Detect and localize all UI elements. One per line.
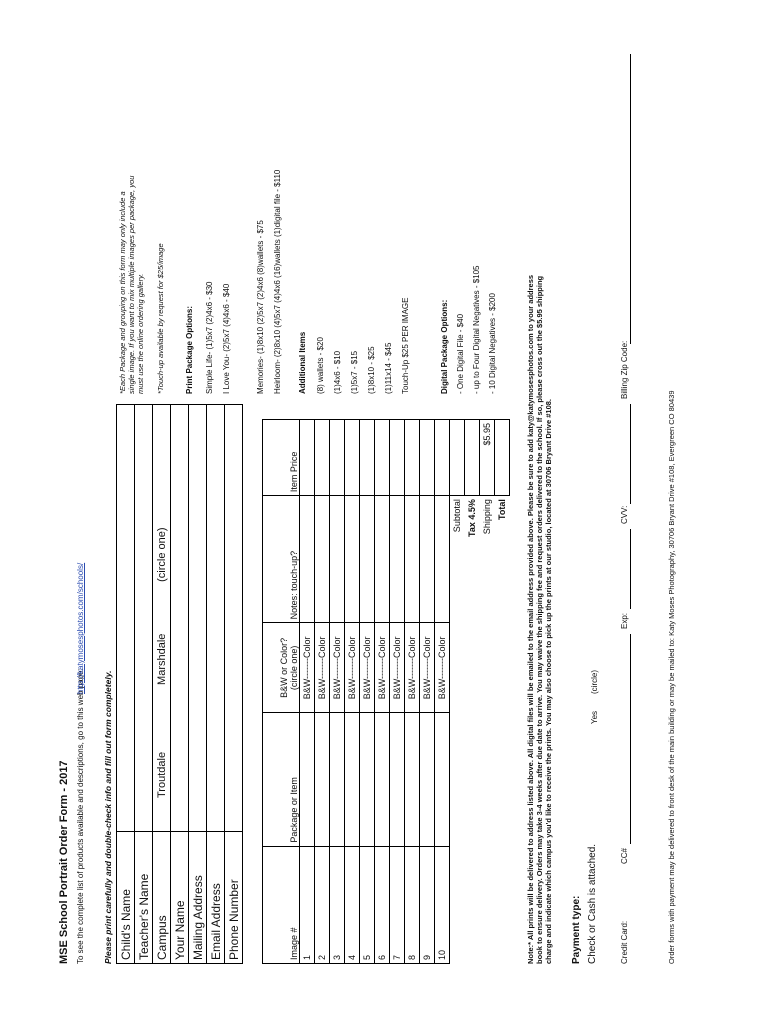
package-or-item-cell[interactable] [420,713,435,846]
check-cash-label: Check or Cash is attached. [587,843,598,964]
notes-cell[interactable] [405,496,420,623]
subtitle: To see the complete list of products available and descriptions, go to this web page: [76,668,85,964]
summary-row [495,420,510,964]
billing-zip-label: Billing Zip Code: [620,340,629,399]
additional-item-option: (1)8x10 - $25 [367,346,376,394]
note-line-1: *Each Package and grouping on this form may only include a [118,191,127,394]
exp-label: Exp: [620,612,629,629]
additional-item-option: (1)4x6 - $10 [333,350,342,394]
bw-color-choice[interactable]: B&W-------Color [405,623,420,713]
delivery-note-1: Note:* All prints will be delivered to address listed above. All digital files will be emailed to the email address provided above. Please be sure to add katy@katymosesphotos.com to your address [526,274,535,964]
yes-option[interactable]: Yes [590,710,599,724]
package-or-item-cell[interactable] [435,713,450,846]
item-row-number: 3 [330,846,345,963]
item-row[interactable] [375,420,390,964]
item-price-cell[interactable] [435,420,450,496]
item-price-cell[interactable] [360,420,375,496]
print-package-option: Simple Life- (1)5x7 (2)4x6 - $30 [205,281,214,394]
shipping-value[interactable]: $5.95 [480,420,495,496]
col-item-price: Item Price [263,420,300,496]
campus-troutdale[interactable]: Troutdale [155,751,168,798]
cvv-line[interactable] [630,404,631,504]
item-price-cell[interactable] [390,420,405,496]
item-row-number: 8 [405,846,420,963]
item-price-cell[interactable] [315,420,330,496]
package-or-item-cell[interactable] [360,713,375,846]
additional-item-option: Touch-Up $25 PER IMAGE [401,297,410,394]
item-row[interactable] [315,420,330,964]
col-image-number: Image # [263,846,300,963]
credit-card-label: Credit Card: [620,920,629,964]
mailing-address-field[interactable] [189,405,207,832]
subtotal-value[interactable] [450,420,465,496]
child-name-label: Child's Name [117,832,135,964]
campus-label: Campus [153,832,171,964]
bw-color-choice[interactable]: B&W-------Color [345,623,360,713]
package-or-item-cell[interactable] [375,713,390,846]
note-line-3: must use the online ordering gallery. [136,273,145,394]
package-or-item-cell[interactable] [390,713,405,846]
tax-label: Tax 4.5% [467,499,477,538]
teacher-name-field[interactable] [135,405,153,832]
phone-number-field[interactable] [225,405,243,832]
shipping-label: Shipping [482,499,492,535]
col-package-or-item: Package or Item [263,713,300,846]
digital-packages-heading: Digital Package Options: [440,299,449,394]
payment-type-heading: Payment type: [571,895,582,964]
package-or-item-cell[interactable] [315,713,330,846]
additional-item-option: (1)5x7 - $15 [350,350,359,394]
package-or-item-cell[interactable] [330,713,345,846]
cc-number-label: CC# [620,847,629,864]
email-address-row[interactable] [207,405,225,964]
item-row[interactable] [405,420,420,964]
item-row-number: 2 [315,846,330,963]
tax-value[interactable] [465,420,480,496]
exp-line[interactable] [630,529,631,609]
email-address-label: Email Address [207,832,225,964]
item-row-number: 10 [435,846,450,963]
phone-number-label: Phone Number [225,832,243,964]
item-row[interactable] [345,420,360,964]
item-row[interactable] [300,420,315,964]
summary-row [480,420,495,964]
col-notes: Notes: touch-up? [263,496,300,623]
order-items-table [262,419,510,964]
instructions: Please print carefully and double-check info and fill out form completely. [103,670,113,964]
subtotal-label: Subtotal [452,499,463,533]
item-price-cell[interactable] [345,420,360,496]
total-value[interactable] [495,420,510,496]
summary-row [450,420,465,964]
package-or-item-cell[interactable] [345,713,360,846]
bw-color-choice[interactable]: B&W-------Color [390,623,405,713]
bw-color-choice[interactable]: B&W-------Color [360,623,375,713]
additional-item-option: (1)11x14 - $45 [384,342,393,394]
child-name-row[interactable] [117,405,135,964]
item-price-cell[interactable] [375,420,390,496]
your-name-label: Your Name [171,832,189,964]
item-row-number: 4 [345,846,360,963]
notes-cell[interactable] [330,496,345,623]
bw-color-choice[interactable]: B&W-------Color [300,623,315,713]
teacher-name-label: Teacher's Name [135,832,153,964]
item-row[interactable] [420,420,435,964]
teacher-name-row[interactable] [135,405,153,964]
bw-color-choice[interactable]: B&W-------Color [375,623,390,713]
notes-cell[interactable] [375,496,390,623]
additional-items-heading: Additional Items [298,331,307,394]
total-label: Total [497,499,507,520]
notes-cell[interactable] [360,496,375,623]
phone-number-row[interactable] [225,405,243,964]
delivery-note-3: charge and indicate which campus you'd like to receive the prints. You may also choose to pick up the prints at our studio, located at 30706 Bryant Drive #108. [544,398,553,964]
email-address-field[interactable] [207,405,225,832]
item-price-cell[interactable] [300,420,315,496]
item-row-number: 6 [375,846,390,963]
notes-cell[interactable] [435,496,450,623]
cvv-label: CVV: [620,505,629,524]
notes-cell[interactable] [345,496,360,623]
item-row[interactable] [360,420,375,964]
item-row-number: 5 [360,846,375,963]
digital-package-option: - 10 Digital Negatives - $200 [488,293,497,394]
campus-marshdale[interactable]: Marshdale [155,633,168,685]
item-row[interactable] [435,420,450,964]
item-row[interactable] [330,420,345,964]
notes-cell[interactable] [420,496,435,623]
package-or-item-cell[interactable] [300,713,315,846]
print-package-option: Memories- (1)8x10 (2)5x7 (2)4x6 (8)wallets - $75 [256,220,265,394]
notes-cell[interactable] [315,496,330,623]
bw-color-choice[interactable]: B&W-------Color [315,623,330,713]
schools-link[interactable]: http://katymosesphotos.com/schools/ [76,562,85,694]
bw-color-choice[interactable]: B&W-------Color [435,623,450,713]
campus-field[interactable] [153,405,171,832]
bw-color-choice[interactable]: B&W-------Color [420,623,435,713]
print-packages-heading: Print Package Options: [185,305,194,394]
mailing-address-label: Mailing Address [189,832,207,964]
campus-row[interactable] [153,405,171,964]
item-row-number: 7 [390,846,405,963]
print-package-option: Heirloom- (2)8x10 (4)5x7 (4)4x6 (16)wallets (1)digital file - $110 [273,169,282,394]
item-price-cell[interactable] [420,420,435,496]
contact-info-table [116,404,243,964]
mailing-instructions: Order forms with payment may be delivered to front desk of the main building or may be mailed to: Katy Moses Photography, 30706 Bryant Drive #108, Evergreen CO 80439 [667,390,676,964]
print-package-option: I Love You- (2)5x7 (4)4x6 - $40 [222,283,231,394]
circle-hint: (circle) [590,670,599,694]
col-bw-or-color: B&W or Color? (circle one) [263,623,300,713]
additional-item-option: (8) wallets - $20 [316,337,325,394]
item-price-cell[interactable] [330,420,345,496]
item-row[interactable] [390,420,405,964]
your-name-row[interactable] [171,405,189,964]
item-row-number: 9 [420,846,435,963]
notes-cell[interactable] [390,496,405,623]
campus-circle-note: (circle one) [155,527,168,582]
child-name-field[interactable] [117,405,135,832]
bw-color-choice[interactable]: B&W-------Color [330,623,345,713]
cc-number-line[interactable] [630,634,631,844]
note-line-2: single image. If you want to mix multiple images per package, you [127,175,136,394]
delivery-note-2: book to ensure delivery. Orders may take 3-4 weeks after due date to arrive. You may waive the shipping fee and request orders delivered to the school. If so, please cross out the $5.95 shipping [535,275,544,964]
form-title: MSE School Portrait Order Form - 2017 [58,760,70,964]
your-name-field[interactable] [171,405,189,832]
mailing-address-row[interactable] [189,405,207,964]
digital-package-option: - up to Four Digital Negatives - $105 [472,265,481,394]
summary-row [465,420,480,964]
package-or-item-cell[interactable] [405,713,420,846]
digital-package-option: - One Digital File - $40 [456,313,465,394]
billing-zip-line[interactable] [630,54,631,344]
note-line-4: *Touch-up available by request for $25/image [156,243,165,394]
item-price-cell[interactable] [405,420,420,496]
notes-cell[interactable] [300,496,315,623]
item-row-number: 1 [300,846,315,963]
